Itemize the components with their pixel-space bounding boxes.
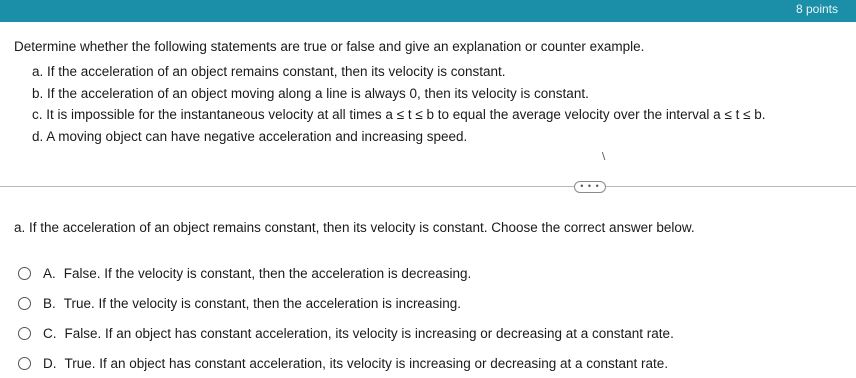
header-partial-text: 8 points <box>795 2 838 16</box>
choice-text: False. If an object has constant acceleration, its velocity is increasing or decreasing at a constant rate. <box>64 325 674 341</box>
statement-text: If the acceleration of an object moving along a line is always 0, then its velocity is constant. <box>47 85 589 101</box>
expand-more-button[interactable]: • • • <box>574 181 606 193</box>
choice-letter: C. <box>43 325 57 341</box>
choice-letter: D. <box>43 355 57 371</box>
statement-list <box>14 61 844 147</box>
mouse-cursor-icon: ∖ <box>600 152 607 163</box>
choice-letter: B. <box>43 295 56 311</box>
choice-letter: A. <box>43 265 56 281</box>
statement-c <box>32 104 844 126</box>
radio-button-icon[interactable] <box>18 297 31 310</box>
answer-choices <box>18 258 674 378</box>
statement-letter: b. <box>32 85 44 101</box>
statement-text: If the acceleration of an object remains constant, then its velocity is constant. <box>47 64 506 79</box>
choice-c[interactable] <box>18 318 674 348</box>
header-bar <box>0 0 856 22</box>
radio-button-icon[interactable] <box>18 267 31 280</box>
statement-text: A moving object can have negative acceleration and increasing speed. <box>46 128 468 144</box>
choice-a[interactable] <box>18 258 674 288</box>
choice-text: True. If the velocity is constant, then the acceleration is increasing. <box>63 295 461 311</box>
choice-b[interactable] <box>18 288 674 318</box>
statement-letter: d. <box>32 128 44 144</box>
statement-a <box>32 61 844 83</box>
radio-button-icon[interactable] <box>18 357 31 370</box>
choice-d[interactable] <box>18 348 674 378</box>
statement-letter: c. <box>32 107 43 122</box>
section-divider <box>0 186 856 187</box>
statement-d <box>32 126 844 148</box>
question-intro: Determine whether the following statements are true or false and give an explanation or counter example. <box>14 39 645 54</box>
radio-button-icon[interactable] <box>18 327 31 340</box>
question-block <box>14 36 844 147</box>
statement-b <box>32 83 844 105</box>
statement-text: It is impossible for the instantaneous velocity at all times a ≤ t ≤ b to equal the average velocity over the interval a ≤ t ≤ b. <box>46 107 766 122</box>
sub-question-prompt: a. If the acceleration of an object remains constant, then its velocity is constant. Choose the correct answer below. <box>14 220 695 235</box>
choice-text: True. If an object has constant acceleration, its velocity is increasing or decreasing at a constant rate. <box>64 355 669 371</box>
statement-letter: a. <box>32 64 44 79</box>
choice-text: False. If the velocity is constant, then the acceleration is decreasing. <box>63 265 472 281</box>
